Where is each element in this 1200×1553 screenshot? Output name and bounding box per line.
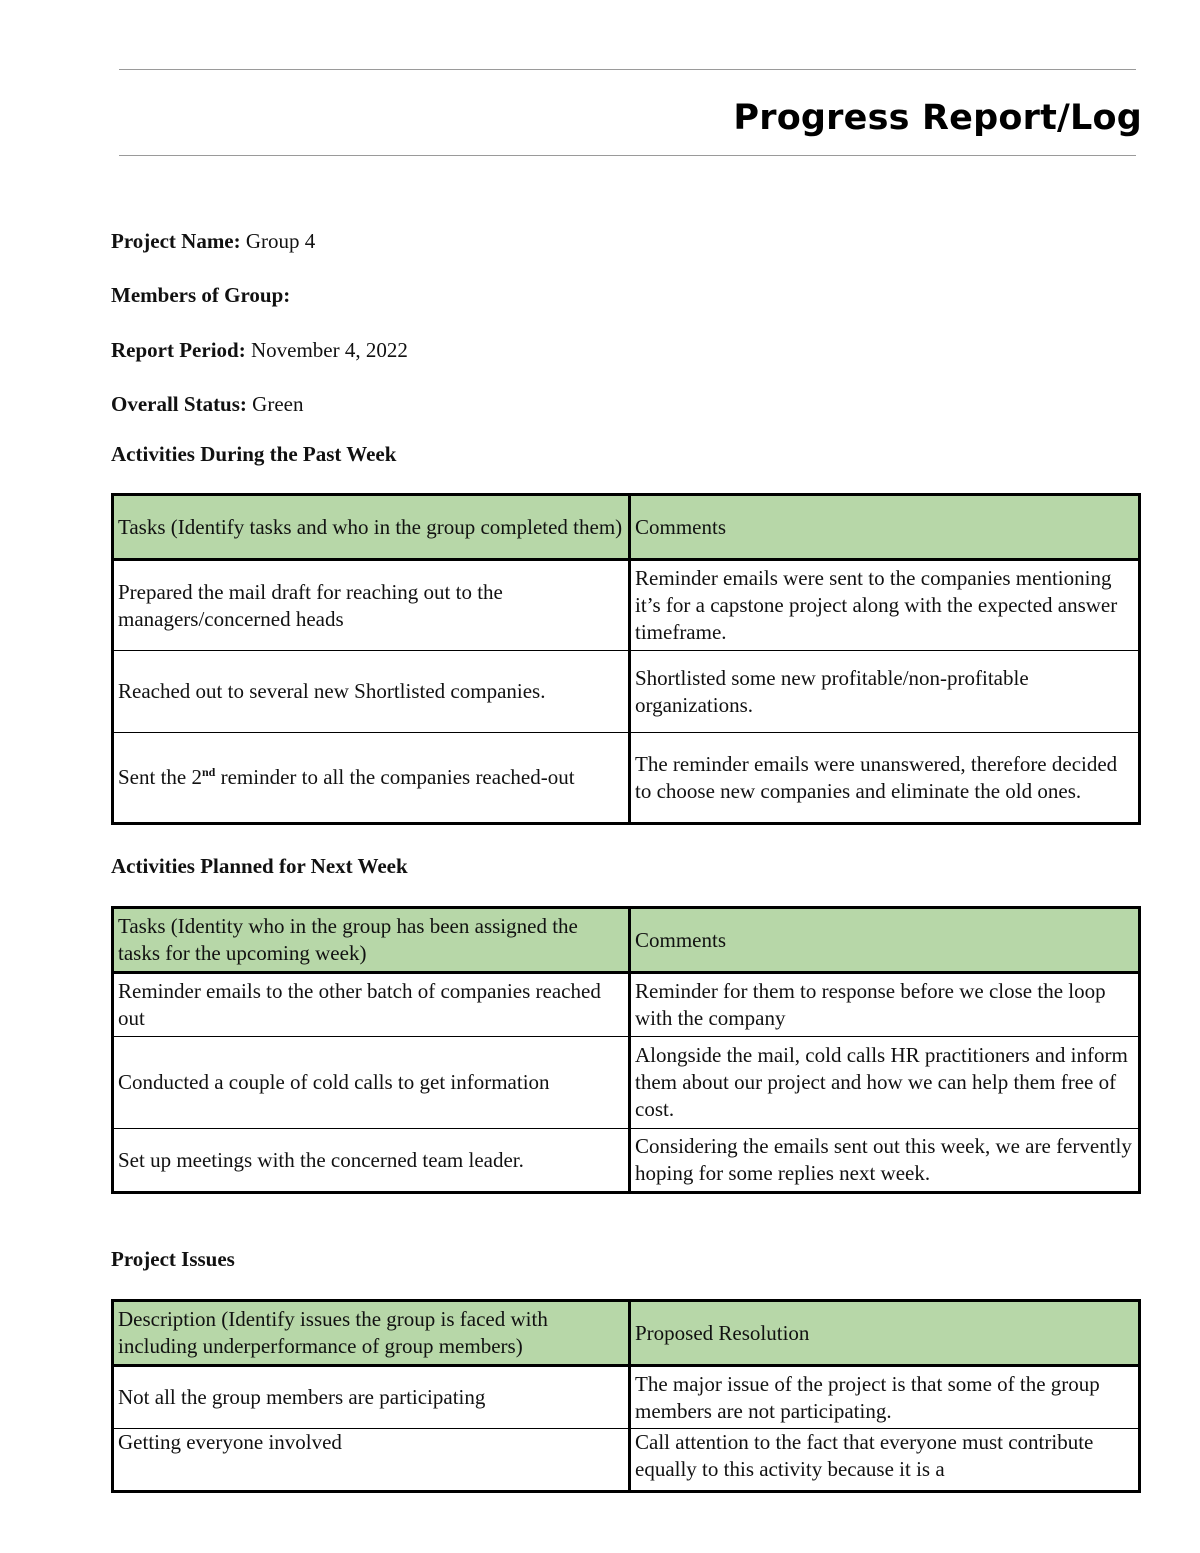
title-underline [119, 155, 1136, 156]
project-name-value: Group 4 [245, 229, 316, 253]
page-title: Progress Report/Log [733, 98, 1142, 138]
table-row [113, 1037, 1140, 1129]
table-row [113, 560, 1140, 651]
ordinal-suffix: nd [202, 765, 216, 779]
comment-cell: Shortlisted some new profitable/non-profitable organizations. [630, 651, 1140, 733]
table-row [113, 1366, 1140, 1429]
table-row [113, 733, 1140, 824]
members-field [111, 283, 290, 308]
table-row [113, 1429, 1140, 1492]
past-week-table [111, 493, 1141, 825]
next-week-table [111, 906, 1141, 1194]
overall-status-value: Green [252, 392, 304, 416]
task-cell: Conducted a couple of cold calls to get information [113, 1037, 630, 1129]
comment-cell: Reminder for them to response before we close the loop with the company [630, 973, 1140, 1037]
column-header-comments: Comments [630, 495, 1140, 560]
resolution-cell: Call attention to the fact that everyone must contribute equally to this activity because it is a [630, 1429, 1140, 1492]
report-period-value: November 4, 2022 [250, 338, 408, 362]
project-issues-table [111, 1299, 1141, 1493]
column-header-resolution: Proposed Resolution [630, 1301, 1140, 1366]
task-text-start: Sent the 2 [118, 765, 202, 789]
resolution-cell: The major issue of the project is that some of the group members are not participating. [630, 1366, 1140, 1429]
comment-cell: Alongside the mail, cold calls HR practitioners and inform them about our project and how we can help them free of cost. [630, 1037, 1140, 1129]
table-header-row [113, 908, 1140, 973]
table-header-row [113, 495, 1140, 560]
task-cell: Reminder emails to the other batch of companies reached out [113, 973, 630, 1037]
issue-cell: Not all the group members are participating [113, 1366, 630, 1429]
column-header-comments: Comments [630, 908, 1140, 973]
report-period-label: Report Period: [111, 338, 246, 362]
past-week-heading: Activities During the Past Week [111, 442, 397, 466]
task-cell: Prepared the mail draft for reaching out to the managers/concerned heads [113, 560, 630, 651]
column-header-tasks: Tasks (Identity who in the group has been assigned the tasks for the upcoming week) [113, 908, 630, 973]
overall-status-field [111, 392, 303, 417]
column-header-description: Description (Identify issues the group is faced with including underperformance of group members) [113, 1301, 630, 1366]
overall-status-label: Overall Status: [111, 392, 247, 416]
top-rule [119, 69, 1136, 70]
issue-cell: Getting everyone involved [113, 1429, 630, 1492]
project-issues-heading: Project Issues [111, 1247, 235, 1271]
comment-cell: The reminder emails were unanswered, therefore decided to choose new companies and eliminate the old ones. [630, 733, 1140, 824]
comment-cell: Considering the emails sent out this week, we are fervently hoping for some replies next week. [630, 1129, 1140, 1193]
table-row [113, 1129, 1140, 1193]
project-name-field [111, 229, 315, 254]
comment-cell: Reminder emails were sent to the companies mentioning it’s for a capstone project along with the expected answer timeframe. [630, 560, 1140, 651]
table-row [113, 973, 1140, 1037]
task-cell: Reached out to several new Shortlisted companies. [113, 651, 630, 733]
table-header-row [113, 1301, 1140, 1366]
next-week-heading: Activities Planned for Next Week [111, 854, 408, 878]
members-label: Members of Group: [111, 283, 291, 307]
table-row [113, 651, 1140, 733]
task-cell [113, 733, 630, 824]
column-header-tasks: Tasks (Identify tasks and who in the group completed them) [113, 495, 630, 560]
task-text-end: reminder to all the companies reached-out [215, 765, 575, 789]
project-name-label: Project Name: [111, 229, 241, 253]
report-period-field [111, 338, 408, 363]
task-cell: Set up meetings with the concerned team leader. [113, 1129, 630, 1193]
